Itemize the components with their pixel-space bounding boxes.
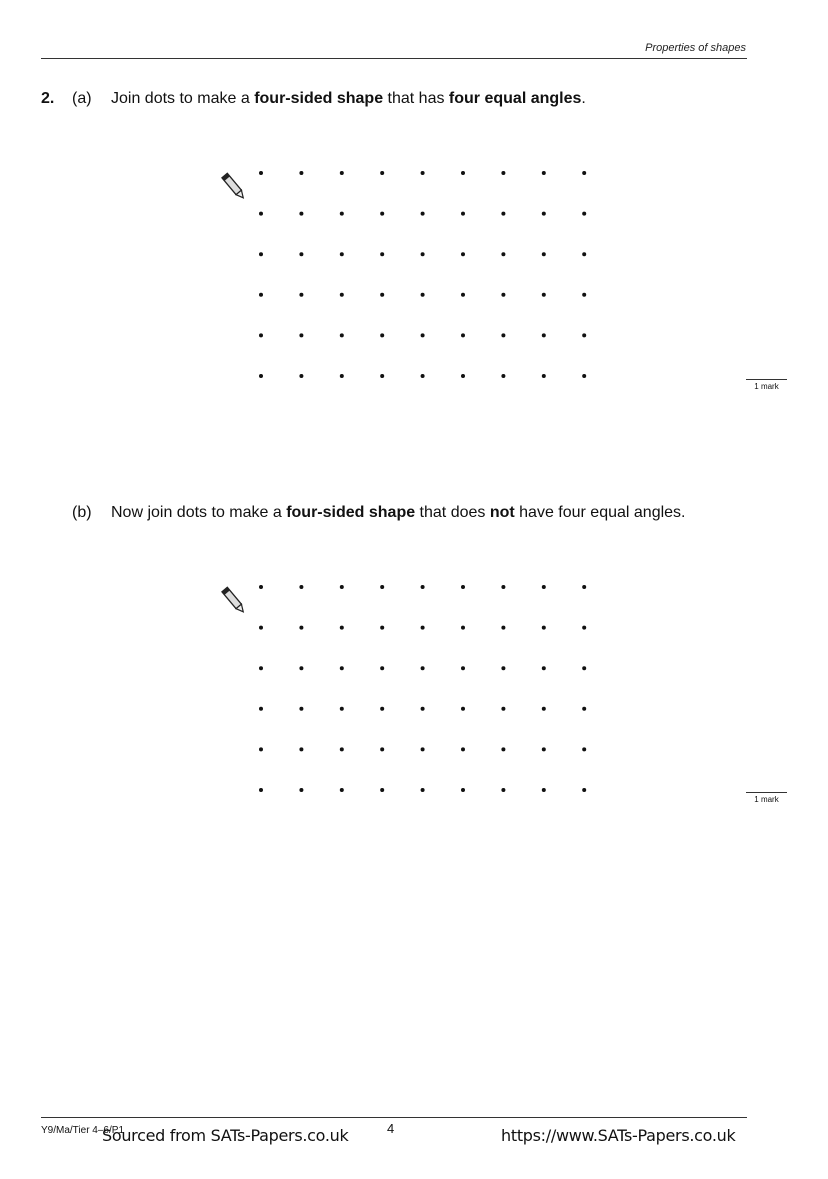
source-text: Sourced from SATs-Papers.co.uk <box>102 1126 349 1145</box>
grid-dot[interactable] <box>542 374 546 378</box>
grid-dot[interactable] <box>421 626 425 630</box>
grid-dot[interactable] <box>299 788 303 792</box>
grid-dot[interactable] <box>299 293 303 297</box>
grid-dot[interactable] <box>542 252 546 256</box>
section-header: Properties of shapes <box>645 42 746 54</box>
grid-dot[interactable] <box>542 171 546 175</box>
grid-dot[interactable] <box>380 171 384 175</box>
grid-dot[interactable] <box>501 333 505 337</box>
grid-dot[interactable] <box>421 333 425 337</box>
grid-dot[interactable] <box>340 212 344 216</box>
grid-dot[interactable] <box>461 333 465 337</box>
grid-dot[interactable] <box>421 212 425 216</box>
grid-dot[interactable] <box>380 747 384 751</box>
grid-dot[interactable] <box>461 626 465 630</box>
text: Join dots to make a <box>111 90 255 107</box>
grid-dot[interactable] <box>582 585 586 589</box>
grid-dot[interactable] <box>582 171 586 175</box>
grid-dot[interactable] <box>299 747 303 751</box>
grid-dot[interactable] <box>582 252 586 256</box>
bold-text: not <box>489 504 515 521</box>
grid-dot[interactable] <box>582 374 586 378</box>
part-b-marks: 1 mark <box>746 792 787 804</box>
grid-dot[interactable] <box>461 171 465 175</box>
grid-dot[interactable] <box>501 293 505 297</box>
grid-dot[interactable] <box>461 293 465 297</box>
part-b-dot-grid[interactable] <box>259 585 586 792</box>
grid-dot[interactable] <box>340 171 344 175</box>
grid-dot[interactable] <box>582 707 586 711</box>
grid-dot[interactable] <box>501 252 505 256</box>
grid-dot[interactable] <box>501 374 505 378</box>
grid-dot[interactable] <box>380 252 384 256</box>
text: Now join dots to make a <box>111 504 287 521</box>
grid-dot[interactable] <box>421 747 425 751</box>
grid-dot[interactable] <box>542 212 546 216</box>
grid-dot[interactable] <box>259 212 263 216</box>
grid-dot[interactable] <box>582 293 586 297</box>
grid-dot[interactable] <box>542 666 546 670</box>
grid-dot[interactable] <box>259 747 263 751</box>
grid-dot[interactable] <box>461 788 465 792</box>
grid-dot[interactable] <box>340 707 344 711</box>
grid-dot[interactable] <box>461 212 465 216</box>
grid-dot[interactable] <box>259 374 263 378</box>
grid-dot[interactable] <box>421 293 425 297</box>
part-a-label: (a) <box>72 90 92 107</box>
grid-dot[interactable] <box>259 171 263 175</box>
question-number: 2. <box>41 90 55 107</box>
grid-dot[interactable] <box>501 666 505 670</box>
bold-text: four-sided shape <box>254 90 384 107</box>
grid-dot[interactable] <box>501 788 505 792</box>
text: that does <box>415 504 490 521</box>
bold-text: four equal angles <box>448 90 582 107</box>
grid-dot[interactable] <box>380 333 384 337</box>
grid-dot[interactable] <box>299 707 303 711</box>
grid-dot[interactable] <box>340 374 344 378</box>
grid-dot[interactable] <box>421 707 425 711</box>
grid-dot[interactable] <box>542 333 546 337</box>
part-b-label: (b) <box>72 504 92 521</box>
grid-dot[interactable] <box>340 252 344 256</box>
grid-dot[interactable] <box>380 374 384 378</box>
grid-dot[interactable] <box>380 707 384 711</box>
grid-dot[interactable] <box>259 626 263 630</box>
grid-dot[interactable] <box>421 585 425 589</box>
grid-dot[interactable] <box>582 212 586 216</box>
grid-dot[interactable] <box>501 747 505 751</box>
grid-dot[interactable] <box>542 788 546 792</box>
grid-dot[interactable] <box>259 585 263 589</box>
grid-dot[interactable] <box>501 707 505 711</box>
grid-dot[interactable] <box>501 585 505 589</box>
grid-dot[interactable] <box>582 747 586 751</box>
part-a-dot-grid[interactable] <box>259 171 586 378</box>
grid-dot[interactable] <box>421 666 425 670</box>
grid-dot[interactable] <box>340 585 344 589</box>
bold-text: four-sided shape <box>286 504 416 521</box>
grid-dot[interactable] <box>582 788 586 792</box>
grid-dot[interactable] <box>299 333 303 337</box>
grid-dot[interactable] <box>340 666 344 670</box>
grid-dot[interactable] <box>542 626 546 630</box>
grid-dot[interactable] <box>380 293 384 297</box>
grid-dot[interactable] <box>461 747 465 751</box>
grid-dot[interactable] <box>461 707 465 711</box>
grid-dot[interactable] <box>542 585 546 589</box>
grid-dot[interactable] <box>380 626 384 630</box>
grid-dot[interactable] <box>461 585 465 589</box>
grid-dot[interactable] <box>542 293 546 297</box>
grid-dot[interactable] <box>299 171 303 175</box>
source-url[interactable]: https://www.SATs-Papers.co.uk <box>501 1126 736 1145</box>
grid-dot[interactable] <box>501 626 505 630</box>
grid-dot[interactable] <box>380 585 384 589</box>
paper-code: Y9/Ma/Tier 4–6/P1 <box>41 1125 125 1136</box>
grid-dot[interactable] <box>461 666 465 670</box>
grid-dot[interactable] <box>461 374 465 378</box>
grid-dot[interactable] <box>299 626 303 630</box>
grid-dot[interactable] <box>259 666 263 670</box>
grid-dot[interactable] <box>340 293 344 297</box>
grid-dot[interactable] <box>380 212 384 216</box>
grid-dot[interactable] <box>461 252 465 256</box>
grid-dot[interactable] <box>582 333 586 337</box>
grid-dot[interactable] <box>340 747 344 751</box>
grid-dot[interactable] <box>421 171 425 175</box>
page-number: 4 <box>387 1121 395 1136</box>
grid-dot[interactable] <box>299 374 303 378</box>
grid-dot[interactable] <box>340 788 344 792</box>
grid-dot[interactable] <box>340 626 344 630</box>
grid-dot[interactable] <box>501 212 505 216</box>
grid-dot[interactable] <box>380 788 384 792</box>
grid-dot[interactable] <box>582 626 586 630</box>
grid-dot[interactable] <box>259 252 263 256</box>
grid-dot[interactable] <box>259 333 263 337</box>
grid-dot[interactable] <box>421 374 425 378</box>
footer-rule <box>41 1117 747 1118</box>
grid-dot[interactable] <box>421 788 425 792</box>
grid-dot[interactable] <box>542 707 546 711</box>
grid-dot[interactable] <box>340 333 344 337</box>
text: have four equal angles. <box>514 504 686 521</box>
grid-dot[interactable] <box>299 252 303 256</box>
grid-dot[interactable] <box>299 585 303 589</box>
grid-dot[interactable] <box>259 293 263 297</box>
grid-dot[interactable] <box>421 252 425 256</box>
grid-dot[interactable] <box>259 788 263 792</box>
text: that has <box>383 90 449 107</box>
grid-dot[interactable] <box>380 666 384 670</box>
grid-dot[interactable] <box>299 212 303 216</box>
grid-dot[interactable] <box>299 666 303 670</box>
grid-dot[interactable] <box>259 707 263 711</box>
grid-dot[interactable] <box>542 747 546 751</box>
text: . <box>581 90 586 107</box>
part-a-marks: 1 mark <box>746 379 787 391</box>
grid-dot[interactable] <box>501 171 505 175</box>
grid-dot[interactable] <box>582 666 586 670</box>
